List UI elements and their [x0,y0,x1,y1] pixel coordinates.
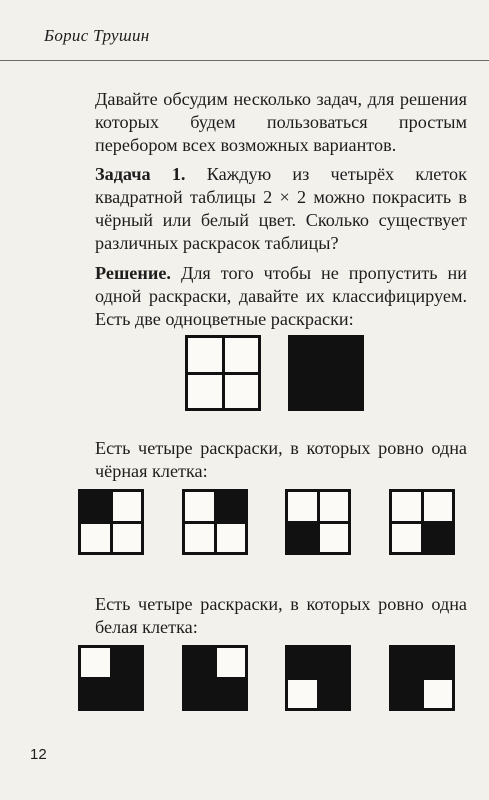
white-cell [113,492,142,521]
white-cell [424,492,453,521]
black-cell [424,524,453,553]
one-white-colorings-row [0,645,489,725]
one-black-colorings-row [0,489,489,569]
white-cell [288,492,317,521]
black-cell [291,373,326,408]
white-cell [320,524,349,553]
white-cell [288,680,317,709]
white-cell [320,492,349,521]
one-white-paragraph: Есть четыре раскраски, в которых ровно одна белая клетка: [95,594,467,637]
coloring-grid [182,489,248,555]
black-cell [326,373,361,408]
white-cell [81,524,110,553]
white-cell [225,338,259,372]
intro-paragraph: Давайте обсудим несколько задач, для решения которых будем пользоваться простым перебором всех возможных вариантов. [95,89,467,155]
task-body: Каждую из четырёх клеток квадратной таблицы 2 × 2 можно покрасить в чёрный или белый цвет. Сколько существует различных раскрасок таблицы? [95,164,467,253]
one-black-paragraph: Есть четыре раскраски, в которых ровно одна чёрная клетка: [95,438,467,481]
page-number: 12 [30,746,47,763]
white-cell [217,524,246,553]
white-cell [424,680,453,709]
solution-body: Для того чтобы не пропустить ни одной раскраски, давайте их классифицируем. Есть две одноцветные раскраски: [95,263,467,329]
header-author: Борис Трушин [44,26,150,45]
coloring-grid [389,645,455,711]
black-cell [217,492,246,521]
coloring-grid [285,645,351,711]
white-cell [185,524,214,553]
coloring-grid [285,489,351,555]
monochrome-colorings-row [0,335,489,415]
black-cell [113,648,142,677]
white-cell [217,648,246,677]
white-cell [225,375,259,409]
solution-paragraph [95,262,467,331]
black-cell [288,648,317,677]
coloring-grid [389,489,455,555]
black-cell [217,680,246,709]
white-cell [188,338,222,372]
black-cell [392,648,421,677]
black-cell [291,338,326,373]
header-divider [0,60,489,61]
task-lead: Задача 1. [95,164,186,184]
coloring-grid [182,645,248,711]
black-cell [81,492,110,521]
black-cell [392,680,421,709]
coloring-grid [288,335,364,411]
white-cell [185,492,214,521]
black-cell [81,680,110,709]
task-paragraph [95,163,467,255]
white-cell [113,524,142,553]
black-cell [113,680,142,709]
white-cell [81,648,110,677]
white-cell [188,375,222,409]
coloring-grid [78,645,144,711]
white-cell [392,492,421,521]
coloring-grid [185,335,261,411]
black-cell [185,680,214,709]
page-header [0,0,489,66]
solution-lead: Решение. [95,263,171,283]
black-cell [320,680,349,709]
black-cell [320,648,349,677]
coloring-grid [78,489,144,555]
black-cell [288,524,317,553]
black-cell [185,648,214,677]
black-cell [424,648,453,677]
black-cell [326,338,361,373]
white-cell [392,524,421,553]
